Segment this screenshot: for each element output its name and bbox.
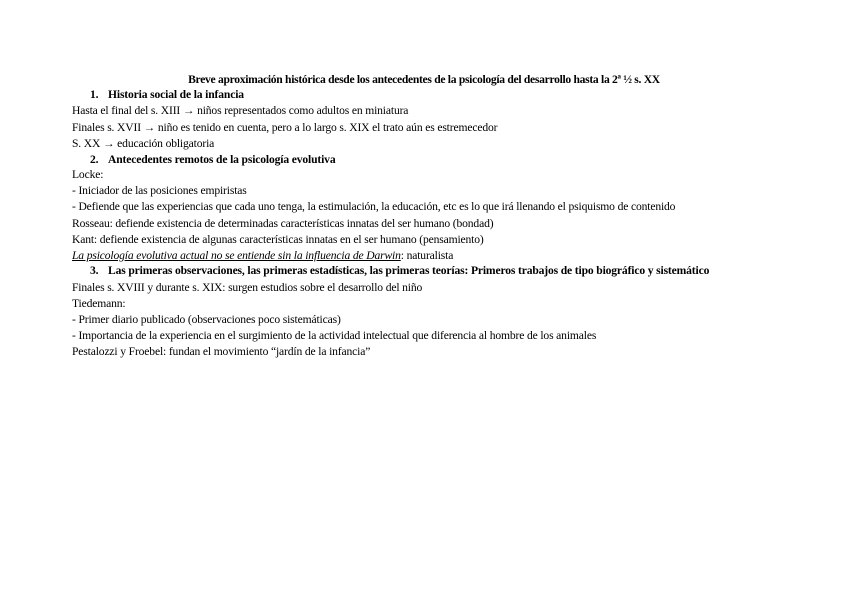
section-heading-text: Antecedentes remotos de la psicología evolutiva (108, 153, 336, 166)
section-heading-text: Las primeras observaciones, las primeras estadísticas, las primeras teorías: Primeros trabajos de tipo biográfico y sistemático (108, 264, 710, 277)
paragraph-line: - Defiende que las experiencias que cada uno tenga, la estimulación, la educación, etc es lo que irá llenando el psiquismo de contenido (72, 200, 676, 213)
paragraph-line: Finales s. XVIII y durante s. XIX: surgen estudios sobre el desarrollo del niño (72, 281, 423, 294)
section-number: 2. (90, 153, 99, 166)
paragraph-line: Rosseau: defiende existencia de determinadas características innatas del ser humano (bondad) (72, 217, 494, 230)
paragraph-line: S. XX → educación obligatoria (72, 137, 215, 150)
paragraph-line: - Primer diario publicado (observaciones poco sistemáticas) (72, 313, 341, 326)
section-heading-3 (90, 264, 709, 278)
paragraph-line: Hasta el final del s. XIII → niños representados como adultos en miniatura (72, 104, 409, 117)
section-number: 1. (90, 88, 99, 101)
emphasis-line (72, 249, 453, 263)
paragraph-line: Tiedemann: (72, 297, 126, 310)
paragraph-line: Kant: defiende existencia de algunas características innatas en el ser humano (pensamiento) (72, 233, 484, 246)
section-heading-1 (90, 88, 244, 102)
paragraph-line: Finales s. XVII → niño es tenido en cuenta, pero a lo largo s. XIX el trato aún es estremecedor (72, 121, 498, 134)
paragraph-line: Pestalozzi y Froebel: fundan el movimiento “jardín de la infancia” (72, 345, 371, 358)
emphasized-text: La psicología evolutiva actual no se entiende sin la influencia de Darwin (72, 249, 401, 262)
emphasis-line-rest: : naturalista (400, 249, 454, 262)
section-heading-text: Historia social de la infancia (108, 88, 244, 101)
section-number: 3. (90, 264, 99, 277)
document-title: Breve aproximación histórica desde los antecedentes de la psicología del desarrollo hasta la 2ª ½ s. XX (188, 73, 660, 86)
section-heading-2 (90, 153, 335, 167)
paragraph-line: - Iniciador de las posiciones empiristas (72, 184, 247, 197)
paragraph-line: - Importancia de la experiencia en el surgimiento de la actividad intelectual que diferencia al hombre de los animales (72, 329, 597, 342)
paragraph-line: Locke: (72, 168, 104, 181)
